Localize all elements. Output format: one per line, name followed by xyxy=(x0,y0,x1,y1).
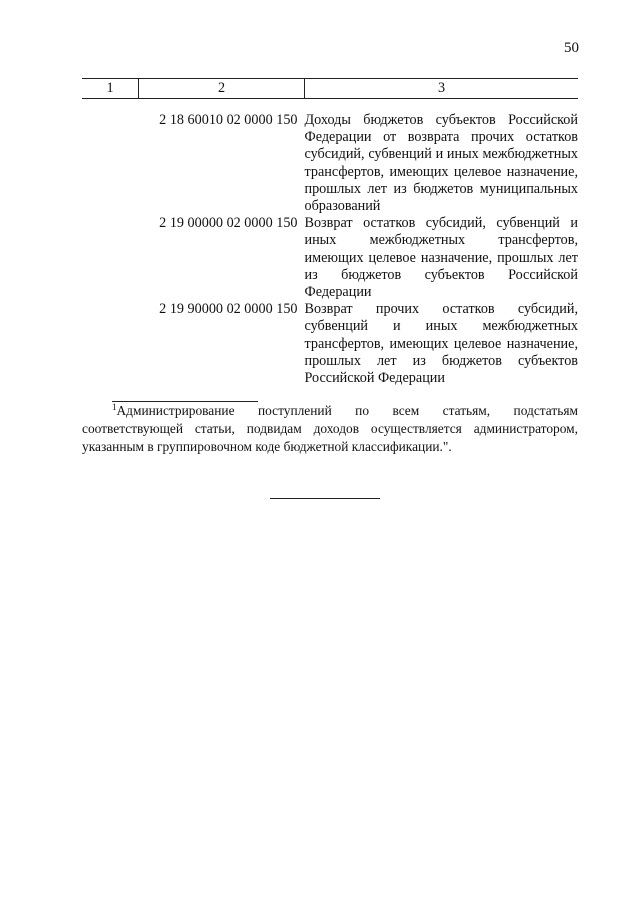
description-text: Возврат прочих остатков субсидий, субвенций и иных межбюджетных трансфертов, имеющих целевое назначение, прошлых лет из бюджетов субъектов Российской Федерации xyxy=(304,301,578,387)
description-text: Возврат остатков субсидий, субвенций и иных межбюджетных трансфертов, имеющих целевое назначение, прошлых лет из бюджетов субъектов Российской Федерации xyxy=(304,215,578,301)
footnote-marker: 1 xyxy=(112,402,117,412)
table-row xyxy=(82,99,578,216)
page-number: 50 xyxy=(564,40,579,56)
table-cell-code: 2 18 60010 02 0000 150 xyxy=(159,112,298,128)
table-cell-description xyxy=(305,301,579,387)
table-cell-code: 2 19 90000 02 0000 150 xyxy=(159,301,298,318)
column-header-1: 1 xyxy=(82,79,139,99)
description-text: Доходы бюджетов субъектов Российской Федерации от возврата прочих остатков субсидий, субвенций и иных межбюджетных трансфертов, имеющих целевое назначение, прошлых лет из бюджетов муниципальных образований xyxy=(304,112,578,215)
table-cell-code: 2 19 00000 02 0000 150 xyxy=(159,215,298,232)
table-header-row xyxy=(82,79,578,99)
table-row xyxy=(82,215,578,301)
table-cell-col1 xyxy=(82,301,139,387)
end-of-document-rule xyxy=(270,498,380,499)
footnote xyxy=(82,402,578,456)
table-row xyxy=(82,301,578,387)
table-cell-description xyxy=(305,215,579,301)
table-cell-col1 xyxy=(82,215,139,301)
table-cell-description xyxy=(305,99,579,216)
column-header-2: 2 xyxy=(139,79,305,99)
column-header-3: 3 xyxy=(305,79,579,99)
table-cell-col1 xyxy=(82,99,139,216)
footnote-text: Администрирование поступлений по всем статьям, подстатьям соответствующей статьи, подвидам доходов осуществляется администратором, указанным в группировочном коде бюджетной классификации.". xyxy=(82,403,578,454)
budget-classification-table xyxy=(82,78,578,387)
